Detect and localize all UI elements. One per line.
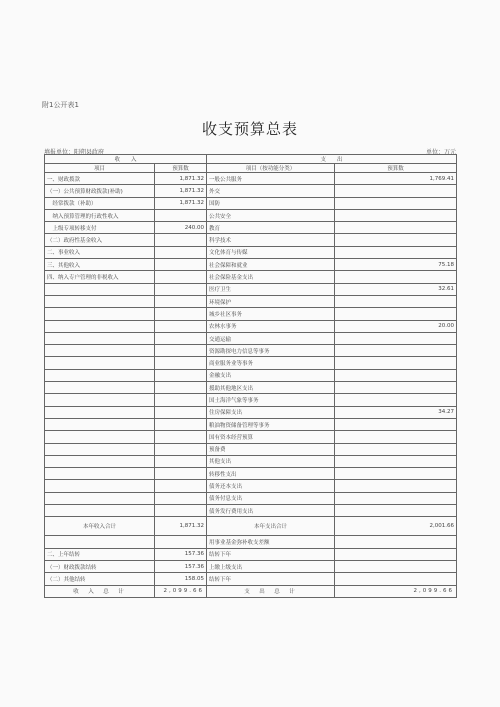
header-row-1 xyxy=(45,155,457,164)
table-row xyxy=(45,295,457,307)
income-item-cell xyxy=(45,505,155,517)
currency-unit: 单位：万元 xyxy=(425,149,456,156)
income-value-cell xyxy=(155,394,207,406)
income-item-cell: （二）其他结转 xyxy=(45,573,155,585)
expenditure-item-cell: 结转下年 xyxy=(207,573,335,585)
expenditure-item-cell: 债务付息支出 xyxy=(207,492,335,504)
expenditure-item-cell: 上缴上级支出 xyxy=(207,560,335,572)
expenditure-item-cell: 结转下年 xyxy=(207,548,335,560)
income-value-cell xyxy=(155,209,207,221)
header-budget: 预算数 xyxy=(155,164,207,173)
budget-table xyxy=(44,154,457,598)
expenditure-item-cell: 医疗卫生 xyxy=(207,283,335,295)
expenditure-item-cell: 粮油物资储备管理等事务 xyxy=(207,418,335,430)
income-item-cell: 本年收入合计 xyxy=(45,517,155,536)
income-value-cell: 2,099.66 xyxy=(155,585,207,597)
expenditure-value-cell: 1,769.41 xyxy=(335,173,457,185)
income-value-cell xyxy=(155,406,207,418)
header-item-func: 项目（按功能分类） xyxy=(207,164,335,173)
income-item-cell: 三、其他收入 xyxy=(45,259,155,271)
income-item-cell xyxy=(45,369,155,381)
expenditure-value-cell xyxy=(335,443,457,455)
table-row xyxy=(45,197,457,209)
income-value-cell xyxy=(155,283,207,295)
expenditure-value-cell xyxy=(335,418,457,430)
income-item-cell xyxy=(45,443,155,455)
table-row xyxy=(45,234,457,246)
income-item-cell xyxy=(45,394,155,406)
income-value-cell: 1,871.32 xyxy=(155,517,207,536)
expenditure-value-cell xyxy=(335,332,457,344)
income-value-cell: 157.36 xyxy=(155,548,207,560)
income-value-cell xyxy=(155,369,207,381)
income-value-cell xyxy=(155,308,207,320)
table-row xyxy=(45,560,457,572)
table-row xyxy=(45,585,457,597)
expenditure-value-cell xyxy=(335,271,457,283)
table-row xyxy=(45,320,457,332)
table-row xyxy=(45,259,457,271)
income-value-cell xyxy=(155,505,207,517)
income-item-cell xyxy=(45,468,155,480)
expenditure-item-cell: 国防 xyxy=(207,197,335,209)
income-item-cell xyxy=(45,382,155,394)
expenditure-value-cell: 20.00 xyxy=(335,320,457,332)
income-item-cell: （一）财政拨款结转 xyxy=(45,560,155,572)
table-row xyxy=(45,357,457,369)
expenditure-item-cell: 商业服务业等事务 xyxy=(207,357,335,369)
expenditure-value-cell xyxy=(335,548,457,560)
income-value-cell xyxy=(155,418,207,430)
table-row xyxy=(45,308,457,320)
expenditure-item-cell: 交通运输 xyxy=(207,332,335,344)
income-item-cell: 纳入预算管理的行政性收入 xyxy=(45,209,155,221)
expenditure-item-cell: 国土海洋气象等事务 xyxy=(207,394,335,406)
table-row xyxy=(45,222,457,234)
page-title: 收支预算总表 xyxy=(201,120,298,138)
table-row xyxy=(45,431,457,443)
table-row xyxy=(45,418,457,430)
income-item-cell xyxy=(45,332,155,344)
expenditure-value-cell xyxy=(335,505,457,517)
header-income: 收 入 xyxy=(45,155,207,164)
expenditure-item-cell: 住房保障支出 xyxy=(207,406,335,418)
expenditure-value-cell: 2,001.66 xyxy=(335,517,457,536)
expenditure-item-cell: 社会保险基金支出 xyxy=(207,271,335,283)
table-row xyxy=(45,505,457,517)
expenditure-value-cell: 34.27 xyxy=(335,406,457,418)
table-row xyxy=(45,468,457,480)
table-row xyxy=(45,536,457,548)
expenditure-item-cell: 社会保障和就业 xyxy=(207,259,335,271)
expenditure-value-cell xyxy=(335,369,457,381)
table-row xyxy=(45,332,457,344)
table-row xyxy=(45,369,457,381)
expenditure-item-cell: 援助其他地区支出 xyxy=(207,382,335,394)
table-row xyxy=(45,455,457,467)
expenditure-value-cell: 75.18 xyxy=(335,259,457,271)
expenditure-item-cell: 一般公共服务 xyxy=(207,173,335,185)
income-value-cell: 1,871.32 xyxy=(155,197,207,209)
expenditure-value-cell: 2,099.66 xyxy=(335,585,457,597)
income-item-cell: 上级专项转移支付 xyxy=(45,222,155,234)
income-value-cell xyxy=(155,455,207,467)
table-row xyxy=(45,573,457,585)
expenditure-item-cell: 文化体育与传媒 xyxy=(207,246,335,258)
header-budget-2: 预算数 xyxy=(335,164,457,173)
expenditure-value-cell xyxy=(335,222,457,234)
expenditure-item-cell: 资源勘探电力信息等事务 xyxy=(207,345,335,357)
expenditure-value-cell xyxy=(335,185,457,197)
expenditure-item-cell: 支 出 总 计 xyxy=(207,585,335,597)
form-code: 附1公开表1 xyxy=(42,101,79,109)
table-row xyxy=(45,517,457,536)
income-item-cell xyxy=(45,455,155,467)
expenditure-value-cell xyxy=(335,382,457,394)
header-item: 项目 xyxy=(45,164,155,173)
expenditure-item-cell: 城乡社区事务 xyxy=(207,308,335,320)
expenditure-value-cell xyxy=(335,455,457,467)
income-item-cell: 经常拨款（补助） xyxy=(45,197,155,209)
expenditure-item-cell: 教育 xyxy=(207,222,335,234)
reporting-unit: 填报单位：阳朔县政府 xyxy=(44,149,105,156)
expenditure-value-cell xyxy=(335,536,457,548)
income-value-cell xyxy=(155,345,207,357)
expenditure-item-cell: 农林水事务 xyxy=(207,320,335,332)
income-item-cell: （一）公共预算财政拨款(补助) xyxy=(45,185,155,197)
expenditure-value-cell xyxy=(335,246,457,258)
income-value-cell xyxy=(155,468,207,480)
expenditure-value-cell xyxy=(335,431,457,443)
income-value-cell xyxy=(155,332,207,344)
income-value-cell xyxy=(155,536,207,548)
income-value-cell xyxy=(155,246,207,258)
table-row xyxy=(45,246,457,258)
expenditure-value-cell: 32.61 xyxy=(335,283,457,295)
expenditure-value-cell xyxy=(335,560,457,572)
income-value-cell: 1,871.32 xyxy=(155,173,207,185)
expenditure-item-cell: 用事业基金弥补收支差额 xyxy=(207,536,335,548)
header-row-2 xyxy=(45,164,457,173)
income-value-cell: 158.05 xyxy=(155,573,207,585)
table-row xyxy=(45,173,457,185)
income-item-cell xyxy=(45,431,155,443)
expenditure-item-cell: 预备费 xyxy=(207,443,335,455)
table-row xyxy=(45,271,457,283)
expenditure-item-cell: 债务还本支出 xyxy=(207,480,335,492)
expenditure-value-cell xyxy=(335,480,457,492)
expenditure-item-cell: 公共安全 xyxy=(207,209,335,221)
expenditure-value-cell xyxy=(335,197,457,209)
income-value-cell xyxy=(155,480,207,492)
expenditure-item-cell: 本年支出合计 xyxy=(207,517,335,536)
income-item-cell xyxy=(45,536,155,548)
income-value-cell xyxy=(155,259,207,271)
income-item-cell: 四、纳入专户管理的非税收入 xyxy=(45,271,155,283)
expenditure-item-cell: 转移性支出 xyxy=(207,468,335,480)
expenditure-value-cell xyxy=(335,394,457,406)
table-row xyxy=(45,345,457,357)
income-item-cell xyxy=(45,357,155,369)
table-row xyxy=(45,406,457,418)
expenditure-value-cell xyxy=(335,345,457,357)
expenditure-item-cell: 环境保护 xyxy=(207,295,335,307)
income-item-cell xyxy=(45,480,155,492)
header-expenditure: 支 出 xyxy=(207,155,457,164)
expenditure-item-cell: 科学技术 xyxy=(207,234,335,246)
income-value-cell xyxy=(155,271,207,283)
expenditure-value-cell xyxy=(335,308,457,320)
income-item-cell xyxy=(45,492,155,504)
expenditure-value-cell xyxy=(335,209,457,221)
table-row xyxy=(45,443,457,455)
expenditure-value-cell xyxy=(335,492,457,504)
income-item-cell xyxy=(45,295,155,307)
expenditure-value-cell xyxy=(335,468,457,480)
expenditure-item-cell: 外交 xyxy=(207,185,335,197)
income-item-cell xyxy=(45,283,155,295)
income-value-cell: 1,871.32 xyxy=(155,185,207,197)
income-item-cell xyxy=(45,345,155,357)
income-item-cell xyxy=(45,308,155,320)
expenditure-item-cell: 国有资本经营预算 xyxy=(207,431,335,443)
income-item-cell: 二、事业收入 xyxy=(45,246,155,258)
table-row xyxy=(45,480,457,492)
expenditure-value-cell xyxy=(335,295,457,307)
income-item-cell xyxy=(45,320,155,332)
expenditure-item-cell: 金融支出 xyxy=(207,369,335,381)
income-value-cell xyxy=(155,320,207,332)
income-item-cell xyxy=(45,418,155,430)
expenditure-item-cell: 债务发行费用支出 xyxy=(207,505,335,517)
income-value-cell xyxy=(155,234,207,246)
table-row xyxy=(45,492,457,504)
income-item-cell: 一、财政拨款 xyxy=(45,173,155,185)
income-item-cell: 二、上年结转 xyxy=(45,548,155,560)
expenditure-value-cell xyxy=(335,573,457,585)
expenditure-value-cell xyxy=(335,357,457,369)
income-value-cell xyxy=(155,443,207,455)
table-row xyxy=(45,548,457,560)
income-value-cell: 157.36 xyxy=(155,560,207,572)
income-value-cell xyxy=(155,492,207,504)
income-item-cell: （二）政府性基金收入 xyxy=(45,234,155,246)
income-value-cell: 240.00 xyxy=(155,222,207,234)
table-row xyxy=(45,394,457,406)
income-value-cell xyxy=(155,382,207,394)
table-row xyxy=(45,185,457,197)
table-row xyxy=(45,283,457,295)
expenditure-item-cell: 其他支出 xyxy=(207,455,335,467)
table-row xyxy=(45,382,457,394)
table-row xyxy=(45,209,457,221)
income-item-cell xyxy=(45,406,155,418)
expenditure-value-cell xyxy=(335,234,457,246)
income-value-cell xyxy=(155,295,207,307)
income-value-cell xyxy=(155,357,207,369)
income-value-cell xyxy=(155,431,207,443)
income-item-cell: 收 入 总 计 xyxy=(45,585,155,597)
